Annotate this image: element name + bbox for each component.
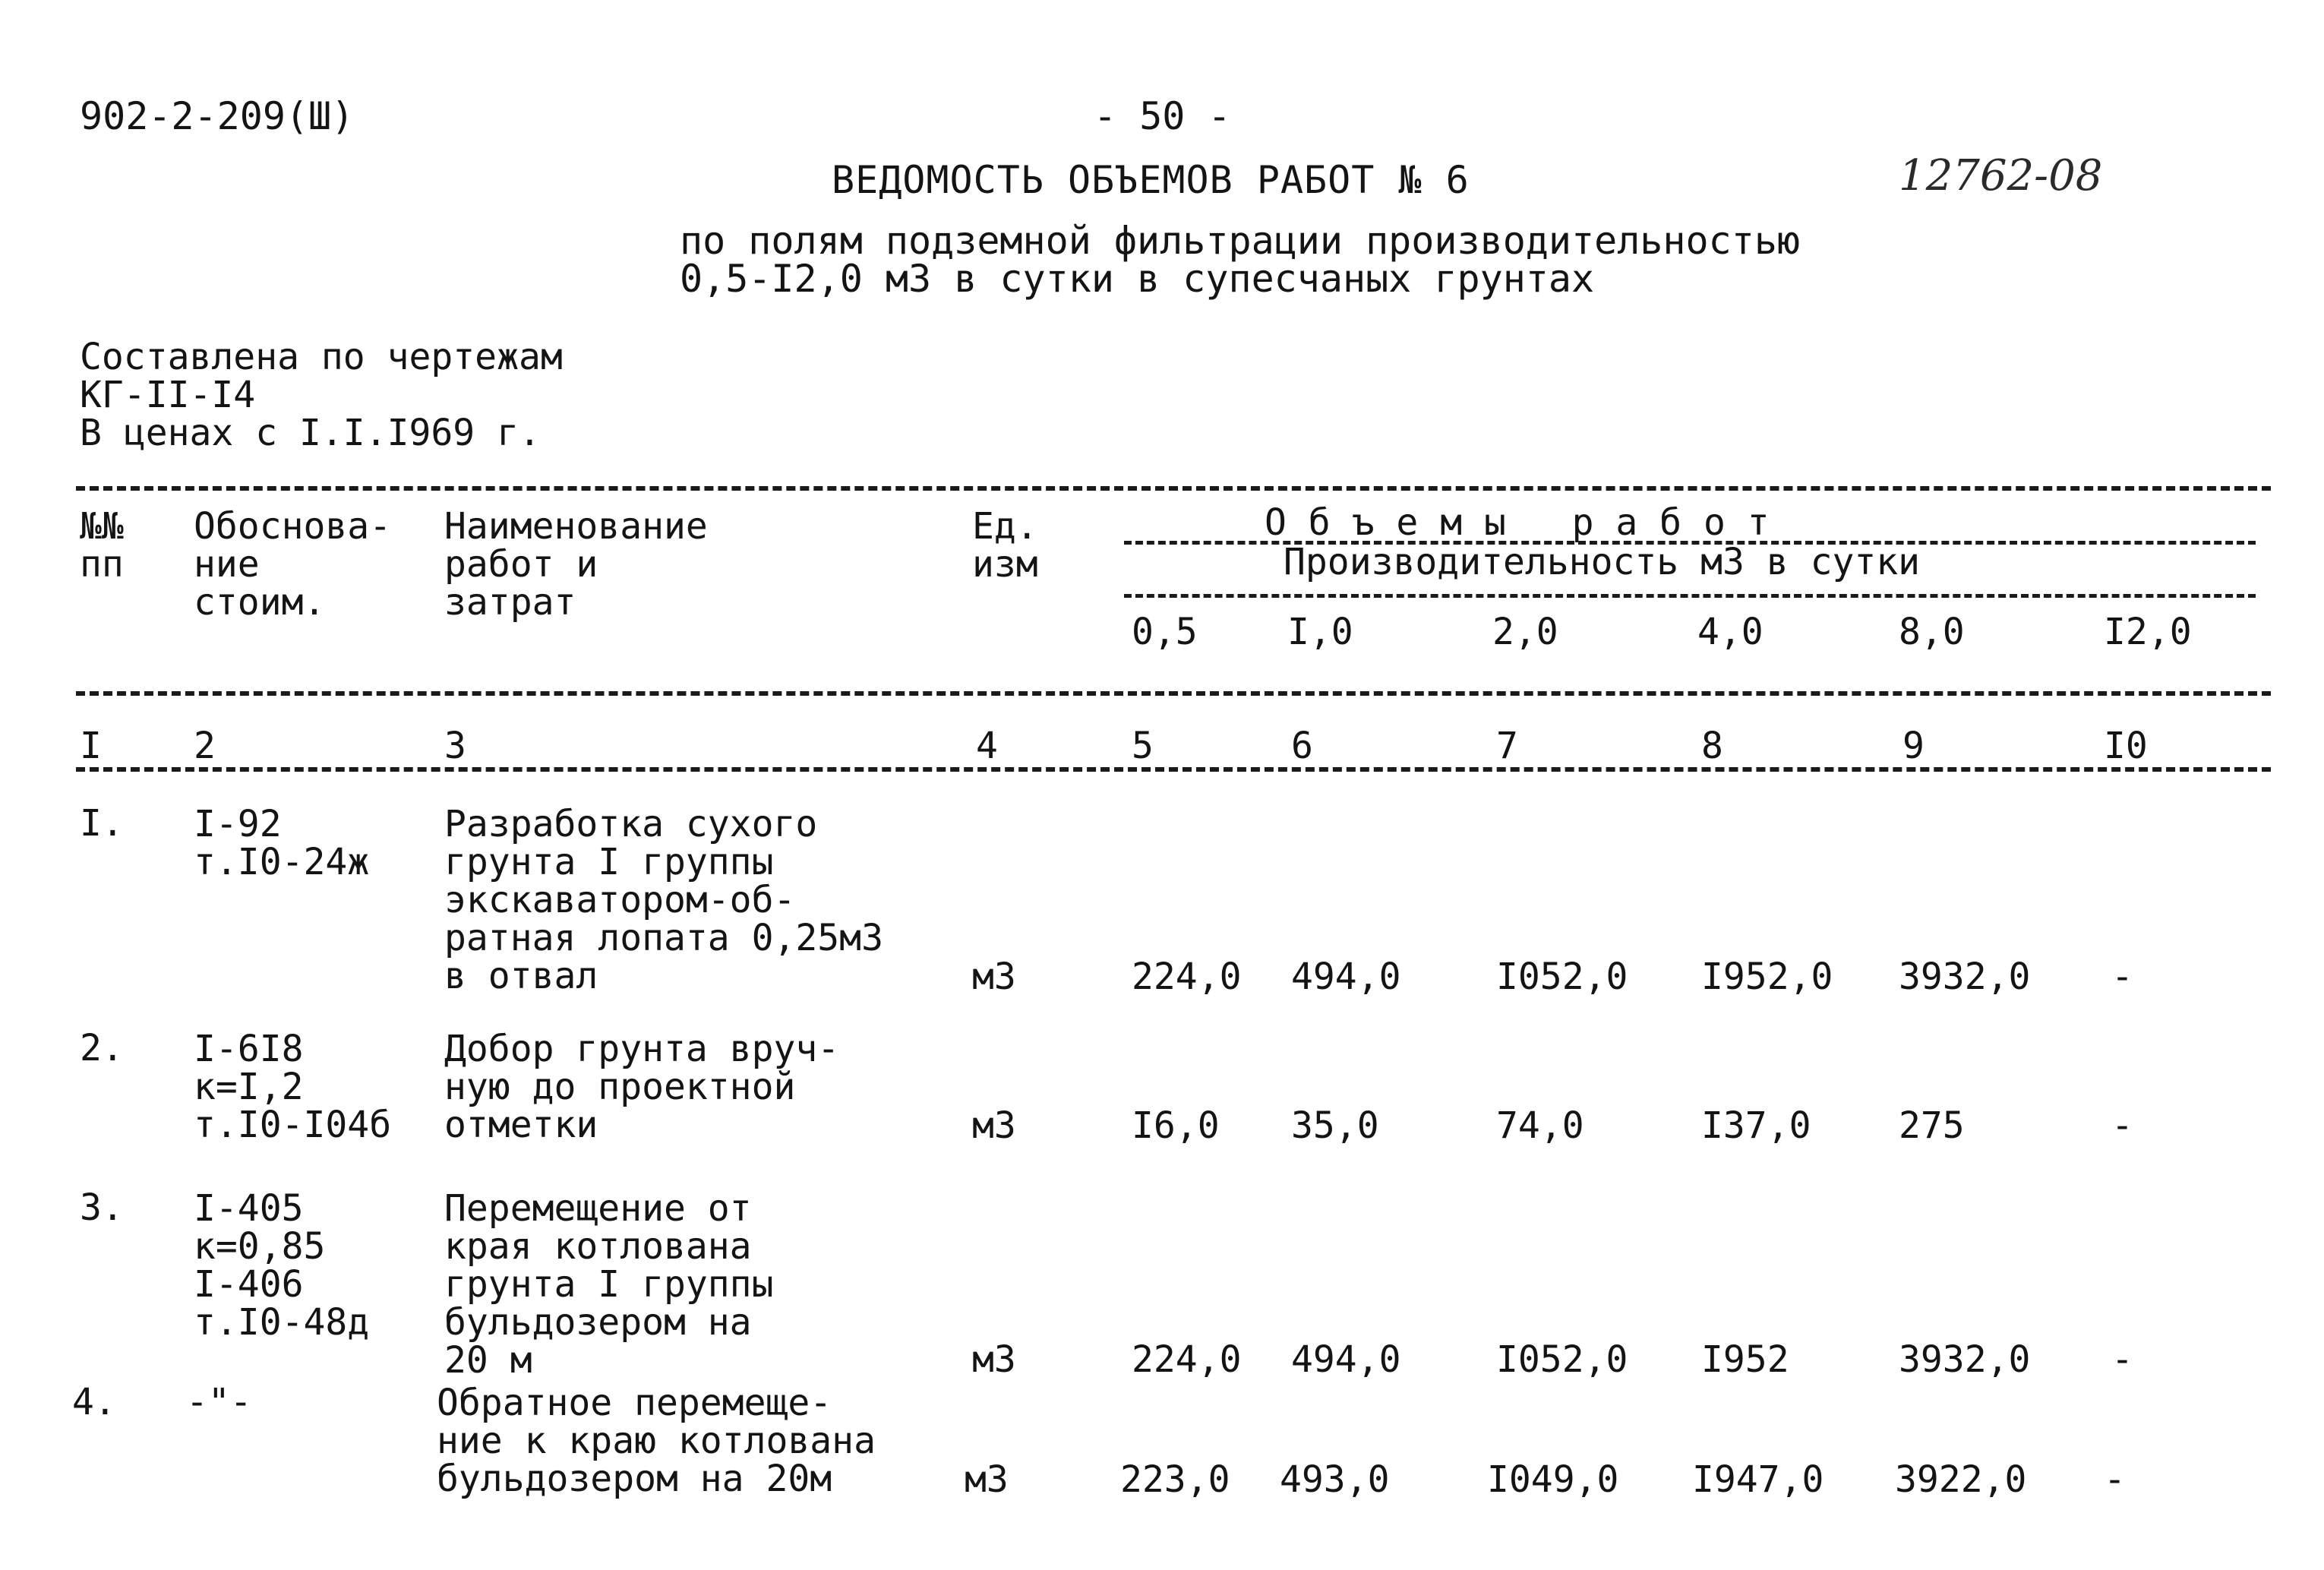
row-4-basis: -"- <box>186 1381 252 1423</box>
row-3-basis: I-405 к=0,85 I-406 т.I0-48д <box>194 1187 370 1344</box>
row-1-number: I. <box>80 802 124 845</box>
row-2-value-2-0: 74,0 <box>1496 1104 1584 1147</box>
capacity-label: Производительность м3 в сутки <box>1284 541 1921 583</box>
row-1-name: Разработка сухого грунта I группы экскаватором-об- ратная лопата 0,25м3 в отвал <box>444 803 883 997</box>
row-3-unit: м3 <box>972 1338 1016 1381</box>
capacity-0-5: 0,5 <box>1132 611 1198 653</box>
compiled-by-drawings: Составлена по чертежам <box>80 336 563 378</box>
capacity-4-0: 4,0 <box>1697 611 1764 653</box>
row-1-value-1-0: 494,0 <box>1291 956 1401 998</box>
capacity-8-0: 8,0 <box>1899 611 1965 653</box>
row-1-value-0-5: 224,0 <box>1132 956 1242 998</box>
row-4-value-8-0: 3922,0 <box>1895 1458 2027 1501</box>
row-2-value-12-0: - <box>2111 1104 2133 1147</box>
col-number-4: 4 <box>976 725 998 767</box>
col-number-10: I0 <box>2104 725 2148 767</box>
row-3-value-0-5: 224,0 <box>1132 1338 1242 1381</box>
drawing-code: КГ-II-I4 <box>80 374 256 416</box>
row-4-value-1-0: 493,0 <box>1280 1458 1390 1501</box>
col-number-8: 8 <box>1701 725 1723 767</box>
col-number-3: 3 <box>444 725 466 767</box>
row-2-basis: I-6I8 к=I,2 т.I0-I04б <box>194 1028 392 1146</box>
col-header-basis: Обоснова- ние стоим. <box>194 505 392 624</box>
col-number-6: 6 <box>1291 725 1313 767</box>
row-1-unit: м3 <box>972 956 1016 998</box>
row-2-value-8-0: 275 <box>1899 1104 1965 1147</box>
subtitle-line-2: 0,5-I2,0 м3 в сутки в супесчаных грунтах <box>680 257 1595 301</box>
row-4-value-12-0: - <box>2104 1458 2126 1501</box>
row-1-value-8-0: 3932,0 <box>1899 956 2031 998</box>
col-number-9: 9 <box>1902 725 1925 767</box>
subtitle-line-1: по полям подземной фильтрации производительностью <box>680 219 1801 263</box>
row-3-value-1-0: 494,0 <box>1291 1338 1401 1381</box>
row-3-name: Перемещение от края котлована грунта I группы бульдозером на 20 м <box>444 1187 774 1382</box>
row-2-value-0-5: I6,0 <box>1132 1104 1220 1147</box>
capacity-header-rule <box>1124 594 2256 598</box>
col-number-2: 2 <box>194 725 216 767</box>
price-basis: В ценах с I.I.I969 г. <box>80 412 541 454</box>
row-4-value-2-0: I049,0 <box>1487 1458 1619 1501</box>
row-2-unit: м3 <box>972 1104 1016 1147</box>
row-3-value-2-0: I052,0 <box>1496 1338 1628 1381</box>
row-1-value-2-0: I052,0 <box>1496 956 1628 998</box>
col-number-5: 5 <box>1132 725 1154 767</box>
col-number-7: 7 <box>1496 725 1518 767</box>
row-2-value-1-0: 35,0 <box>1291 1104 1379 1147</box>
row-3-value-8-0: 3932,0 <box>1899 1338 2031 1381</box>
document-code: 902-2-209(Ш) <box>80 94 355 138</box>
row-3-value-12-0: - <box>2111 1338 2133 1381</box>
table-top-rule <box>76 486 2271 491</box>
capacity-2-0: 2,0 <box>1492 611 1558 653</box>
row-4-number: 4. <box>72 1381 116 1423</box>
row-4-value-4-0: I947,0 <box>1692 1458 1824 1501</box>
page-number: - 50 - <box>1094 94 1231 138</box>
row-4-value-0-5: 223,0 <box>1120 1458 1230 1501</box>
col-number-1: I <box>80 725 102 767</box>
row-1-value-4-0: I952,0 <box>1701 956 1833 998</box>
row-2-number: 2. <box>80 1027 124 1069</box>
row-3-value-4-0: I952 <box>1701 1338 1789 1381</box>
row-3-number: 3. <box>80 1186 124 1229</box>
row-2-name: Добор грунта вруч- ную до проектной отметки <box>444 1028 840 1146</box>
capacity-1-0: I,0 <box>1287 611 1353 653</box>
col-header-unit: Ед. изм <box>972 505 1038 586</box>
row-2-value-4-0: I37,0 <box>1701 1104 1811 1147</box>
row-1-basis: I-92 т.I0-24ж <box>194 803 370 883</box>
handwritten-number: 12762-08 <box>1899 151 2103 201</box>
column-numbers-rule <box>76 767 2271 772</box>
row-4-name: Обратное перемеще- ние к краю котлована бульдозером на 20м <box>437 1382 876 1500</box>
header-bottom-rule <box>76 691 2271 696</box>
row-1-value-12-0: - <box>2111 956 2133 998</box>
volumes-group-title: О б ъ е м ы р а б о т <box>1265 501 1770 544</box>
document-title: ВЕДОМОСТЬ ОБЪЕМОВ РАБОТ № 6 <box>832 158 1470 202</box>
capacity-12-0: I2,0 <box>2104 611 2192 653</box>
col-header-no: №№ пп <box>80 505 124 586</box>
col-header-name: Наименование работ и затрат <box>444 505 708 624</box>
row-4-unit: м3 <box>965 1458 1009 1501</box>
